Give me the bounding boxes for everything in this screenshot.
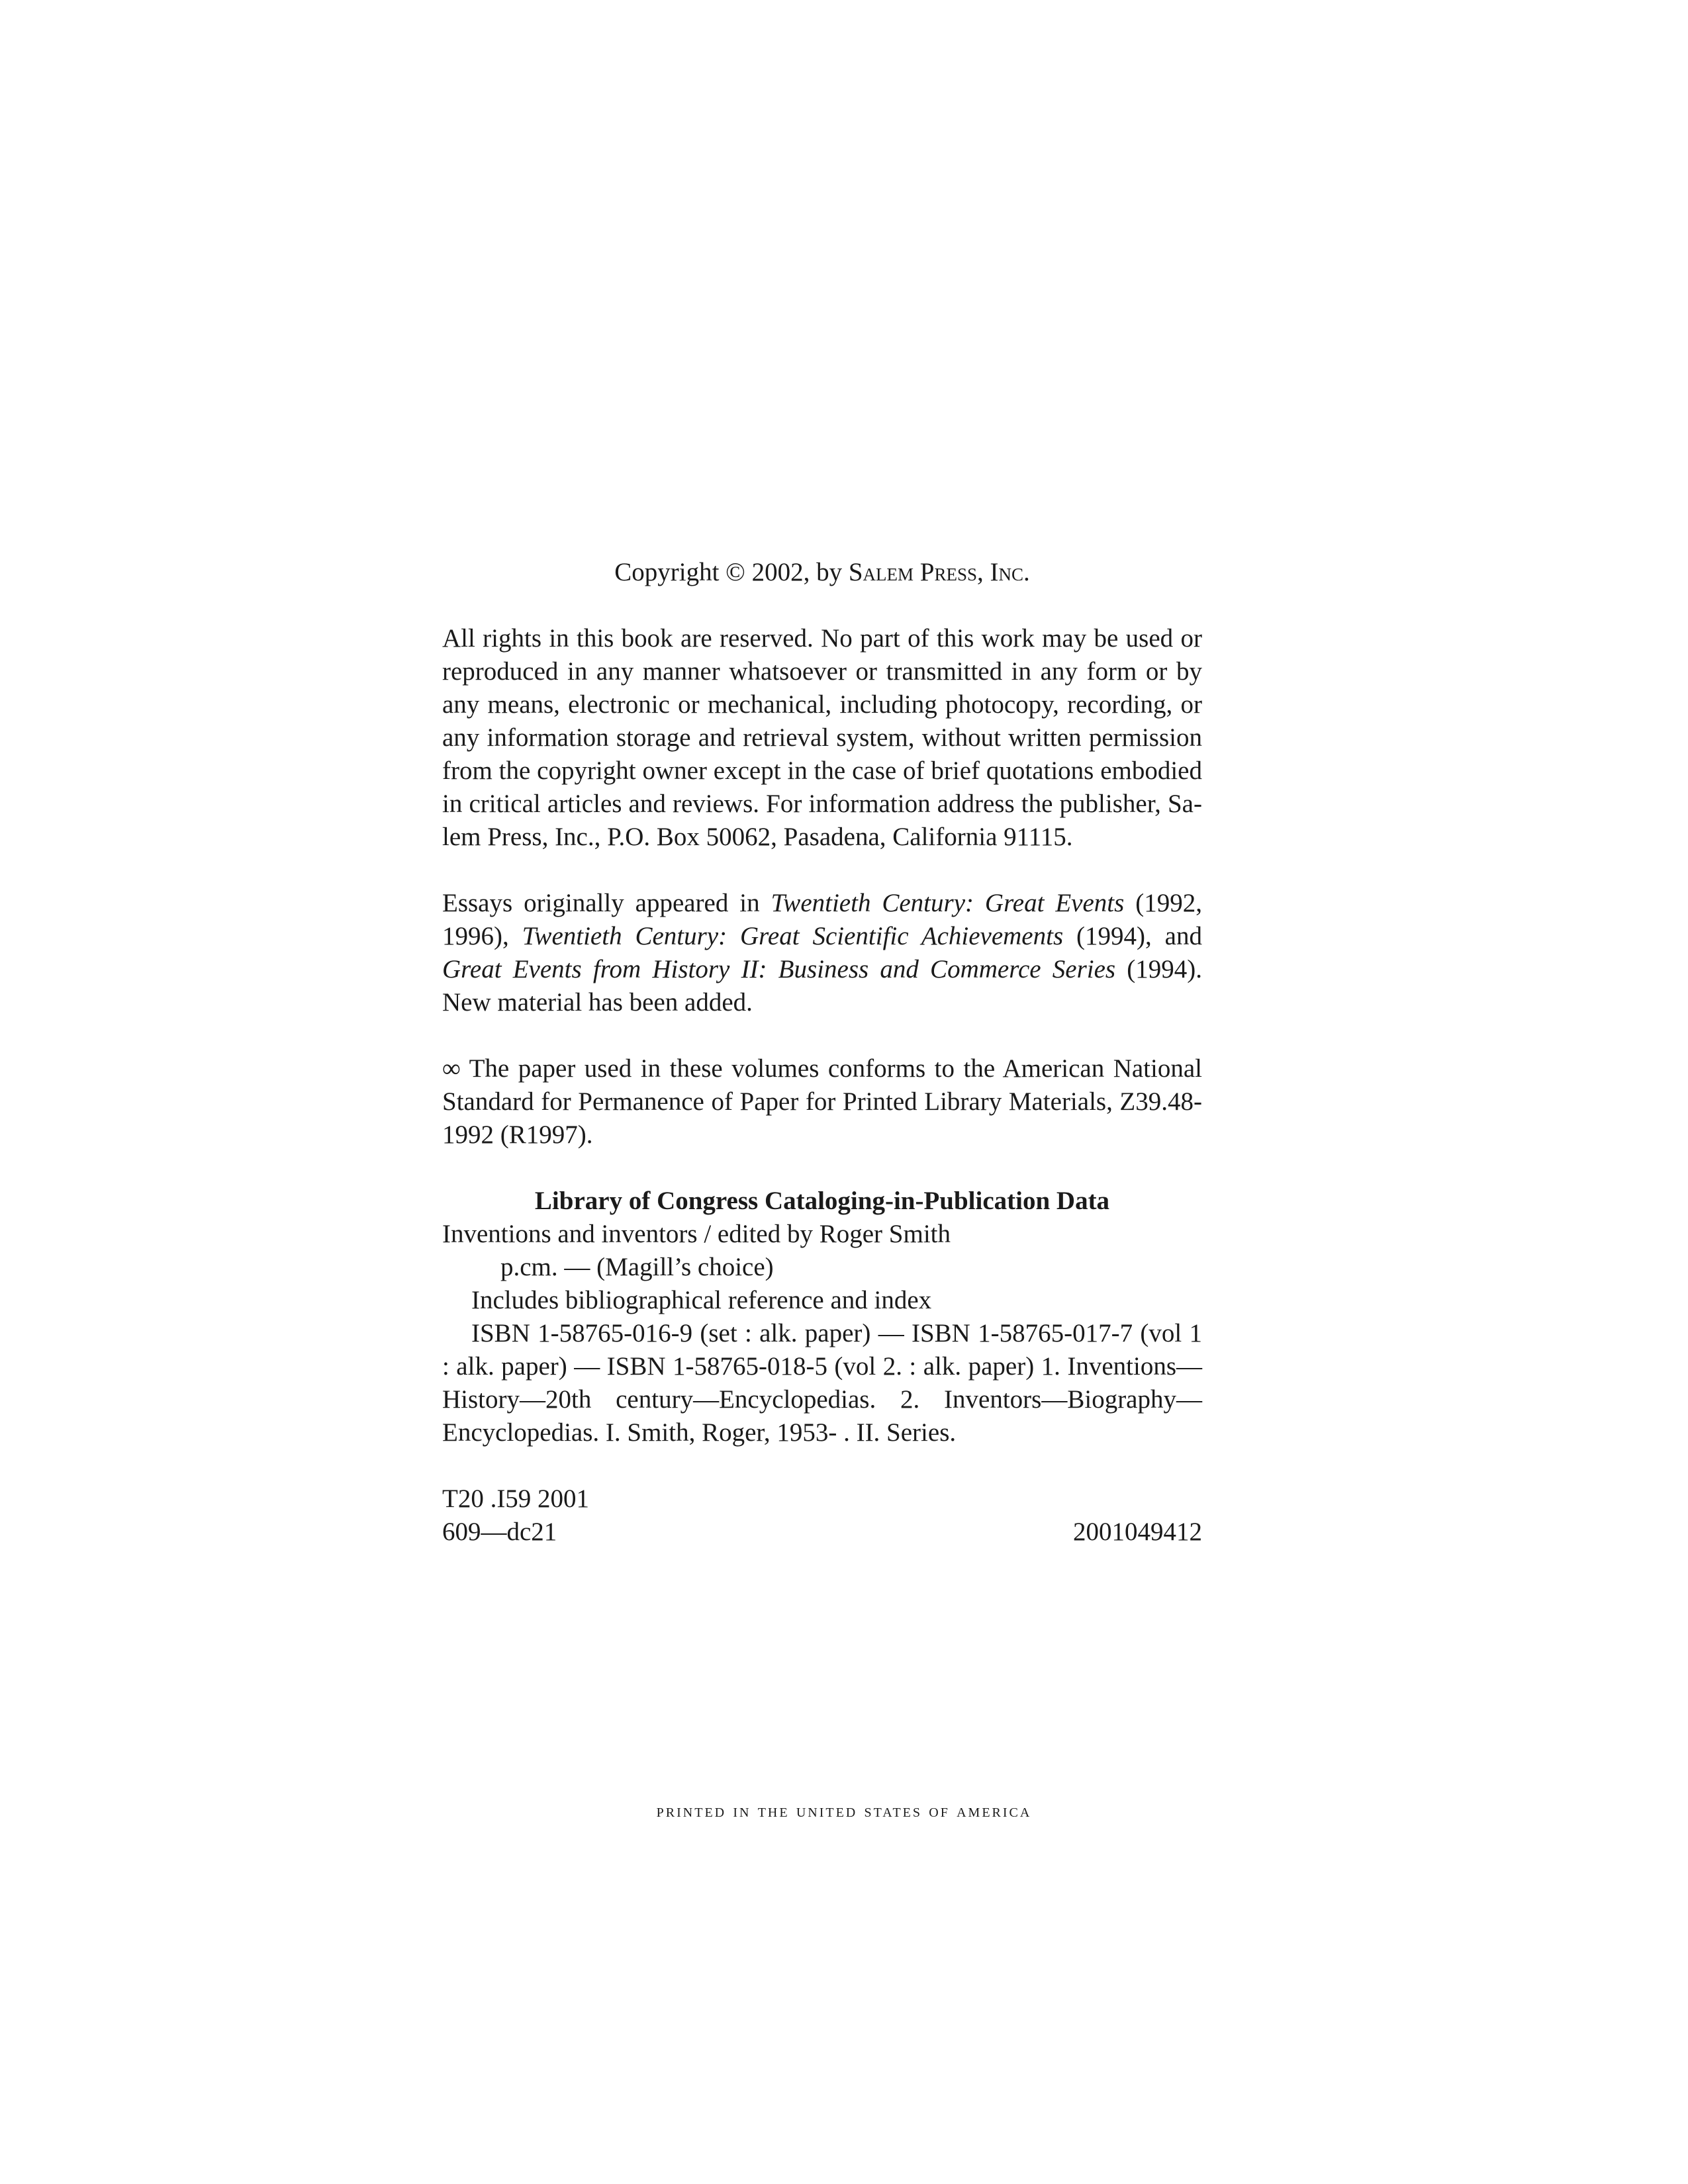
essays-title-2: Twentieth Century: Great Scientific Achievements <box>522 922 1064 950</box>
cip-block <box>442 1185 1202 1449</box>
dewey-number: 609—dc21 <box>442 1518 557 1546</box>
lccn-number: 2001049412 <box>1073 1518 1202 1546</box>
cip-title-line: Inventions and inventors / edited by Roger Smith <box>442 1220 951 1248</box>
essays-paragraph <box>442 887 1202 1019</box>
paper-notice <box>442 1052 1202 1152</box>
copyright-page-body <box>442 556 1202 1549</box>
rights-paragraph: All rights in this book are reserved. No part of this work may be used or reproduced in any manner whatsoever or transmitted in any form or by any means, electronic or mechanical, including photocopy, recording, or any information storage and retrieval system, without written permission from the copyright owner except in the case of brief quotations embodied in critical articles and reviews. For information address the publisher, Salem Press, Inc., P.O. Box 50062, Pasadena, California 91115. <box>442 624 1202 851</box>
essays-title-3: Great Events from History II: Business and Commerce Series <box>442 955 1116 983</box>
essays-text-1: Essays originally appeared in <box>442 889 771 917</box>
cip-series-line: p.cm. — (Magill’s choice) <box>500 1253 774 1281</box>
classification-block <box>442 1482 1202 1549</box>
printed-in-footer: printed in the united states of america <box>656 1800 1032 1821</box>
cip-heading: Library of Congress Cataloging-in-Publication Data <box>534 1187 1110 1215</box>
essays-text-4: (1994). New material has been added. <box>442 955 1202 1017</box>
dewey-row <box>442 1516 1202 1549</box>
infinity-symbol: ∞ <box>442 1054 461 1083</box>
call-number: T20 .I59 2001 <box>442 1484 590 1513</box>
paper-notice-text: The paper used in these volumes conforms to the American National Standard for Permanence of Paper for Printed Library Materials, Z39.48-1992 (R1997). <box>442 1054 1202 1149</box>
essays-text-3: (1994), and <box>1063 922 1202 950</box>
copyright-prefix: Copyright © 2002, by <box>614 558 849 586</box>
essays-text-2: (1992, 1996), <box>442 889 1202 950</box>
essays-title-1: Twentieth Century: Great Events <box>771 889 1125 917</box>
publisher-name: Salem Press, Inc. <box>848 558 1030 586</box>
cip-isbn-text: ISBN 1-58765-016-9 (set : alk. paper) — ISBN 1-58765-017-7 (vol 1 : alk. paper) — ISBN 1-58765-018-5 (vol 2. : alk. paper) 1. Inventions—History—20th century—Encyclopedias. 2. Inventors—Biography—Encyclopedias. I. Smith, Roger, 1953- . II. Series. <box>442 1319 1202 1447</box>
copyright-line <box>442 556 1202 589</box>
cip-includes-line: Includes bibliographical reference and index <box>471 1286 932 1314</box>
